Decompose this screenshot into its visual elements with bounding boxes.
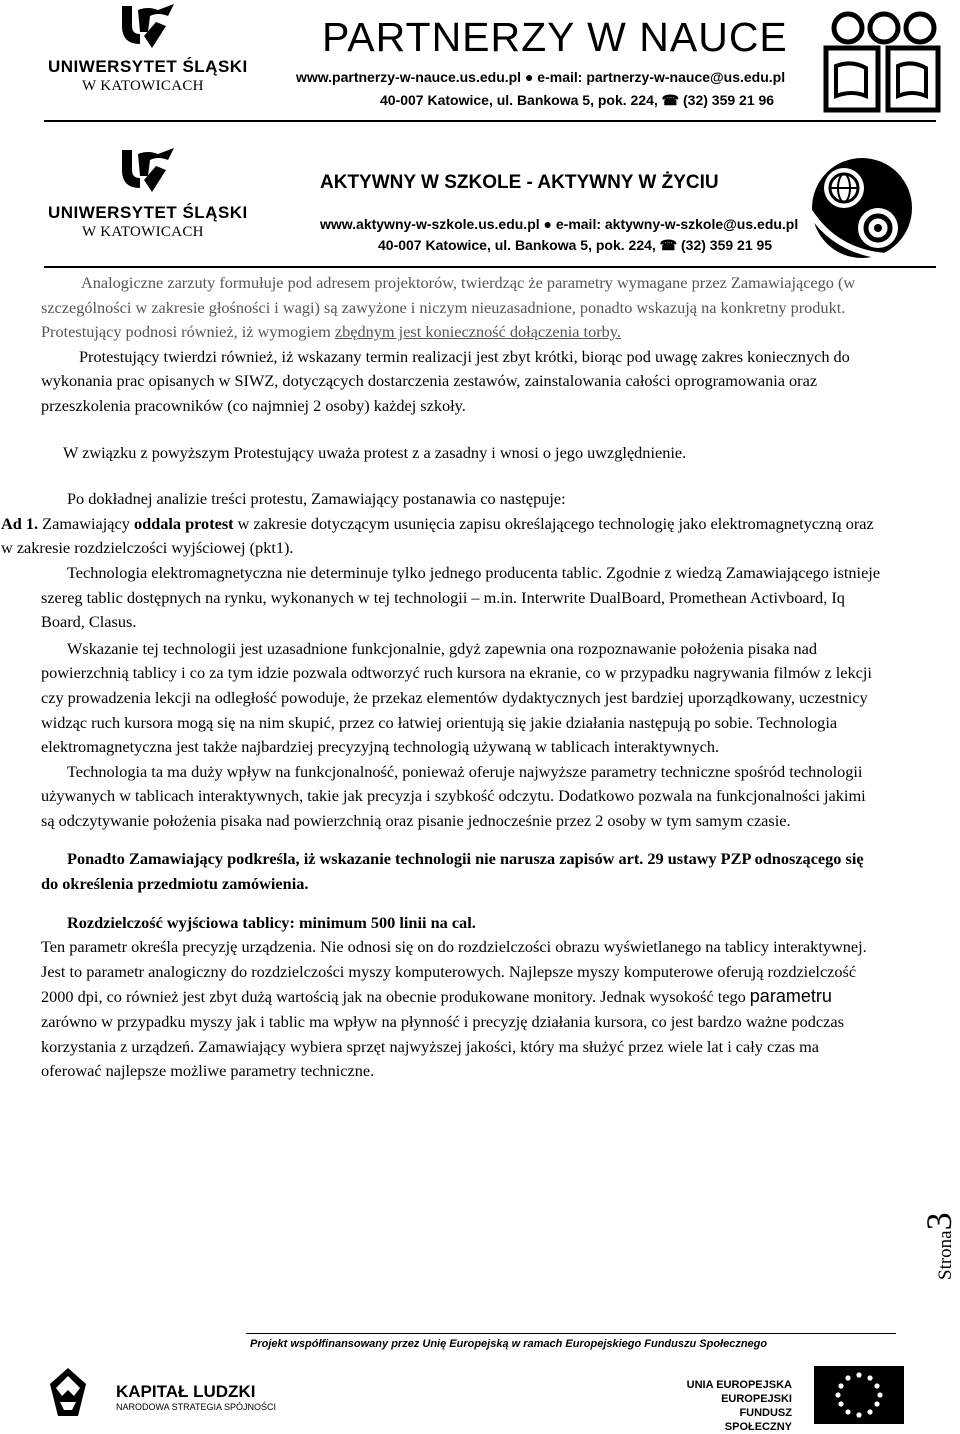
header-divider-1 <box>44 120 936 122</box>
page-number-value: 3 <box>919 1212 959 1231</box>
paragraph-6: Technologia elektromagnetyczna nie determinuje tylko jednego producenta tablic. Zgodnie z wiedzą Zamawiającego istnieje szereg tablic dostępnych na rynku, wykonanych w tej technologii – m.in. Interwrite DualBoard, Promethean Activboard, Iq Board, Clasus. <box>41 562 881 632</box>
document-body <box>1 271 881 1084</box>
partnerzy-logo-icon <box>822 6 942 114</box>
paragraph-1 <box>41 271 881 345</box>
university-city: W KATOWICACH <box>82 78 204 94</box>
paragraph-2: Protestujący twierdzi również, iż wskazany termin realizacji jest zbyt krótki, biorąc pod uwagę zakres koniecznych do wykonania prac opisanych w SIWZ, dotyczących dostarczenia zestawów, zainstalowania całości oprogramowania oraz przeszkolenia pracowników (co najmniej 2 osoby) każdej szkoły. <box>41 346 850 415</box>
header-aktywny <box>0 128 960 270</box>
paragraph-11-word: parametru <box>749 986 832 1007</box>
paragraph-ad1 <box>1 512 881 561</box>
paragraph-9: Ponadto Zamawiający podkreśla, iż wskazanie technologii nie narusza zapisów art. 29 ustawy PZP odnoszącego się do określenia przedmiotu zamówienia. <box>41 849 864 894</box>
university-name: UNIWERSYTET ŚLĄSKI <box>48 57 248 76</box>
eu-line-3: FUNDUSZ SPOŁECZNY <box>724 1407 792 1433</box>
project-title-aktywny: AKTYWNY W SZKOLE - AKTYWNY W ŻYCIU <box>320 172 719 193</box>
university-city: W KATOWICACH <box>82 224 204 240</box>
aktywny-logo-icon <box>806 152 918 264</box>
paragraph-3: W związku z powyższym Protestujący uważa protest z a zasadny i wnosi o jego uwzględnienie. <box>63 442 687 462</box>
kapital-ludzki-sub: NARODOWA STRATEGIA SPÓJNOŚCI <box>116 1402 277 1412</box>
header-divider-2 <box>44 266 936 268</box>
university-name: UNIWERSYTET ŚLĄSKI <box>48 203 248 222</box>
eu-flag-icon <box>814 1366 904 1424</box>
ad1-text-c: w zakresie dotyczącym usunięcia zapisu określającego technologię jako elektromagnetyczną oraz w zakresie rozdzielczości wyjściowej (pkt1). <box>1 513 874 558</box>
paragraph-11-text-a: Ten parametr określa precyzję urządzenia. Nie odnosi się on do rozdzielczości obrazu wyświetlanego na tablicy interaktywnej. Jest to parametr analogiczny do rozdzielczości myszy komputerowych. Najlepsze myszy komputerowe oferują rozdzielczość 2000 dpi, co również jest zbyt dużą wartością jak na obecnie produkowane monitory. Jednak wysokość tego <box>41 937 867 1007</box>
eu-name <box>680 1378 792 1434</box>
ad1-text-a: Zamawiający <box>38 513 134 533</box>
paragraph-1-underlined: zbędnym jest konieczność dołączenia torby. <box>334 322 621 342</box>
project-title-partnerzy: PARTNERZY W NAUCE <box>322 14 788 60</box>
funding-note: Projekt współfinansowany przez Unię Europejską w ramach Europejskiego Funduszu Społecznego <box>250 1338 768 1350</box>
project-contact-address: 40-007 Katowice, ul. Bankowa 5, pok. 224, ☎ (32) 359 21 96 <box>380 92 775 108</box>
paragraph-10: Rozdzielczość wyjściowa tablicy: minimum 500 linii na cal. <box>67 912 476 932</box>
paragraph-7: Wskazanie tej technologii jest uzasadnione funkcjonalnie, gdyż zapewnia ona rozpoznawanie położenia pisaka nad powierzchnią tablicy i co za tym idzie pozwala odtworzyć ruch kursora na ekranie, co w przypadku nagrywania filmów z lekcji czy prowadzenia lekcji na odległość powoduje, że przekaz elementów dydaktycznych jest bardziej uporządkowany, uczestnicy widząc ruch kursora mogą się na nim skupić, przez co łatwiej orientują się jakie działania następują po sobie. Technologia elektromagnetyczna jest także najbardziej precyzyjną technologią używaną w tablicach interaktywnych. <box>41 638 872 757</box>
paragraph-11-text-c: zarówno w przypadku myszy jak i tablic ma wpływ na płynność i precyzję działania kursora, co jest bardzo ważne podczas korzystania z urządzeń. Zamawiający wybiera sprzęt najwyższej jakości, który ma służyć przez wiele lat i cały czas ma oferować najlepsze możliwe parametry techniczne. <box>41 1012 844 1081</box>
paragraph-11 <box>41 935 881 1084</box>
project-contact-web: www.aktywny-w-szkole.us.edu.pl ● e-mail: aktywny-w-szkole@us.edu.pl <box>320 216 799 232</box>
ad1-label: Ad 1. <box>1 513 39 533</box>
header-partnerzy <box>0 0 960 125</box>
paragraph-1-text: Analogiczne zarzuty formułuje pod adresem projektorów, twierdząc że parametry wymagane przez Zamawiającego (w szczególności w zakresie głośności i wagi) są zawyżone i niczym nieuzasadnione, ponadto wskazują na konkretny produkt. Protestujący podnosi również, iż wymogiem <box>41 273 856 342</box>
paragraph-8: Technologia ta ma duży wpływ na funkcjonalność, ponieważ oferuje najwyższe parametry techniczne spośród technologii używanych w tablicach interaktywnych, takie jak precyzja i szybkość odczytu. Dodatkowo pozwala na funkcjonalności jakimi są odczytywanie położenia pisaka nad powierzchnią oraz pisanie jednocześnie przez 2 osoby w tym samym czasie. <box>41 761 866 830</box>
page-label: Strona <box>935 1230 956 1280</box>
paragraph-4: Po dokładnej analizie treści protestu, Zamawiający postanawia co następuje: <box>67 489 566 509</box>
page-number <box>918 1195 960 1280</box>
project-contact-web: www.partnerzy-w-nauce.us.edu.pl ● e-mail: partnerzy-w-nauce@us.edu.pl <box>296 69 786 85</box>
eu-line-1: UNIA EUROPEJSKA <box>686 1379 792 1391</box>
university-logo-icon <box>118 4 176 54</box>
ad1-decision: oddala protest <box>133 513 234 533</box>
eu-line-2: EUROPEJSKI <box>721 1393 792 1405</box>
kapital-ludzki-logo-icon <box>48 1366 88 1418</box>
kapital-ludzki-name: KAPITAŁ LUDZKI <box>116 1382 256 1401</box>
footer <box>0 1330 960 1433</box>
project-contact-address: 40-007 Katowice, ul. Bankowa 5, pok. 224, ☎ (32) 359 21 95 <box>378 237 773 253</box>
footer-divider <box>246 1333 896 1334</box>
university-logo-icon <box>118 148 176 198</box>
